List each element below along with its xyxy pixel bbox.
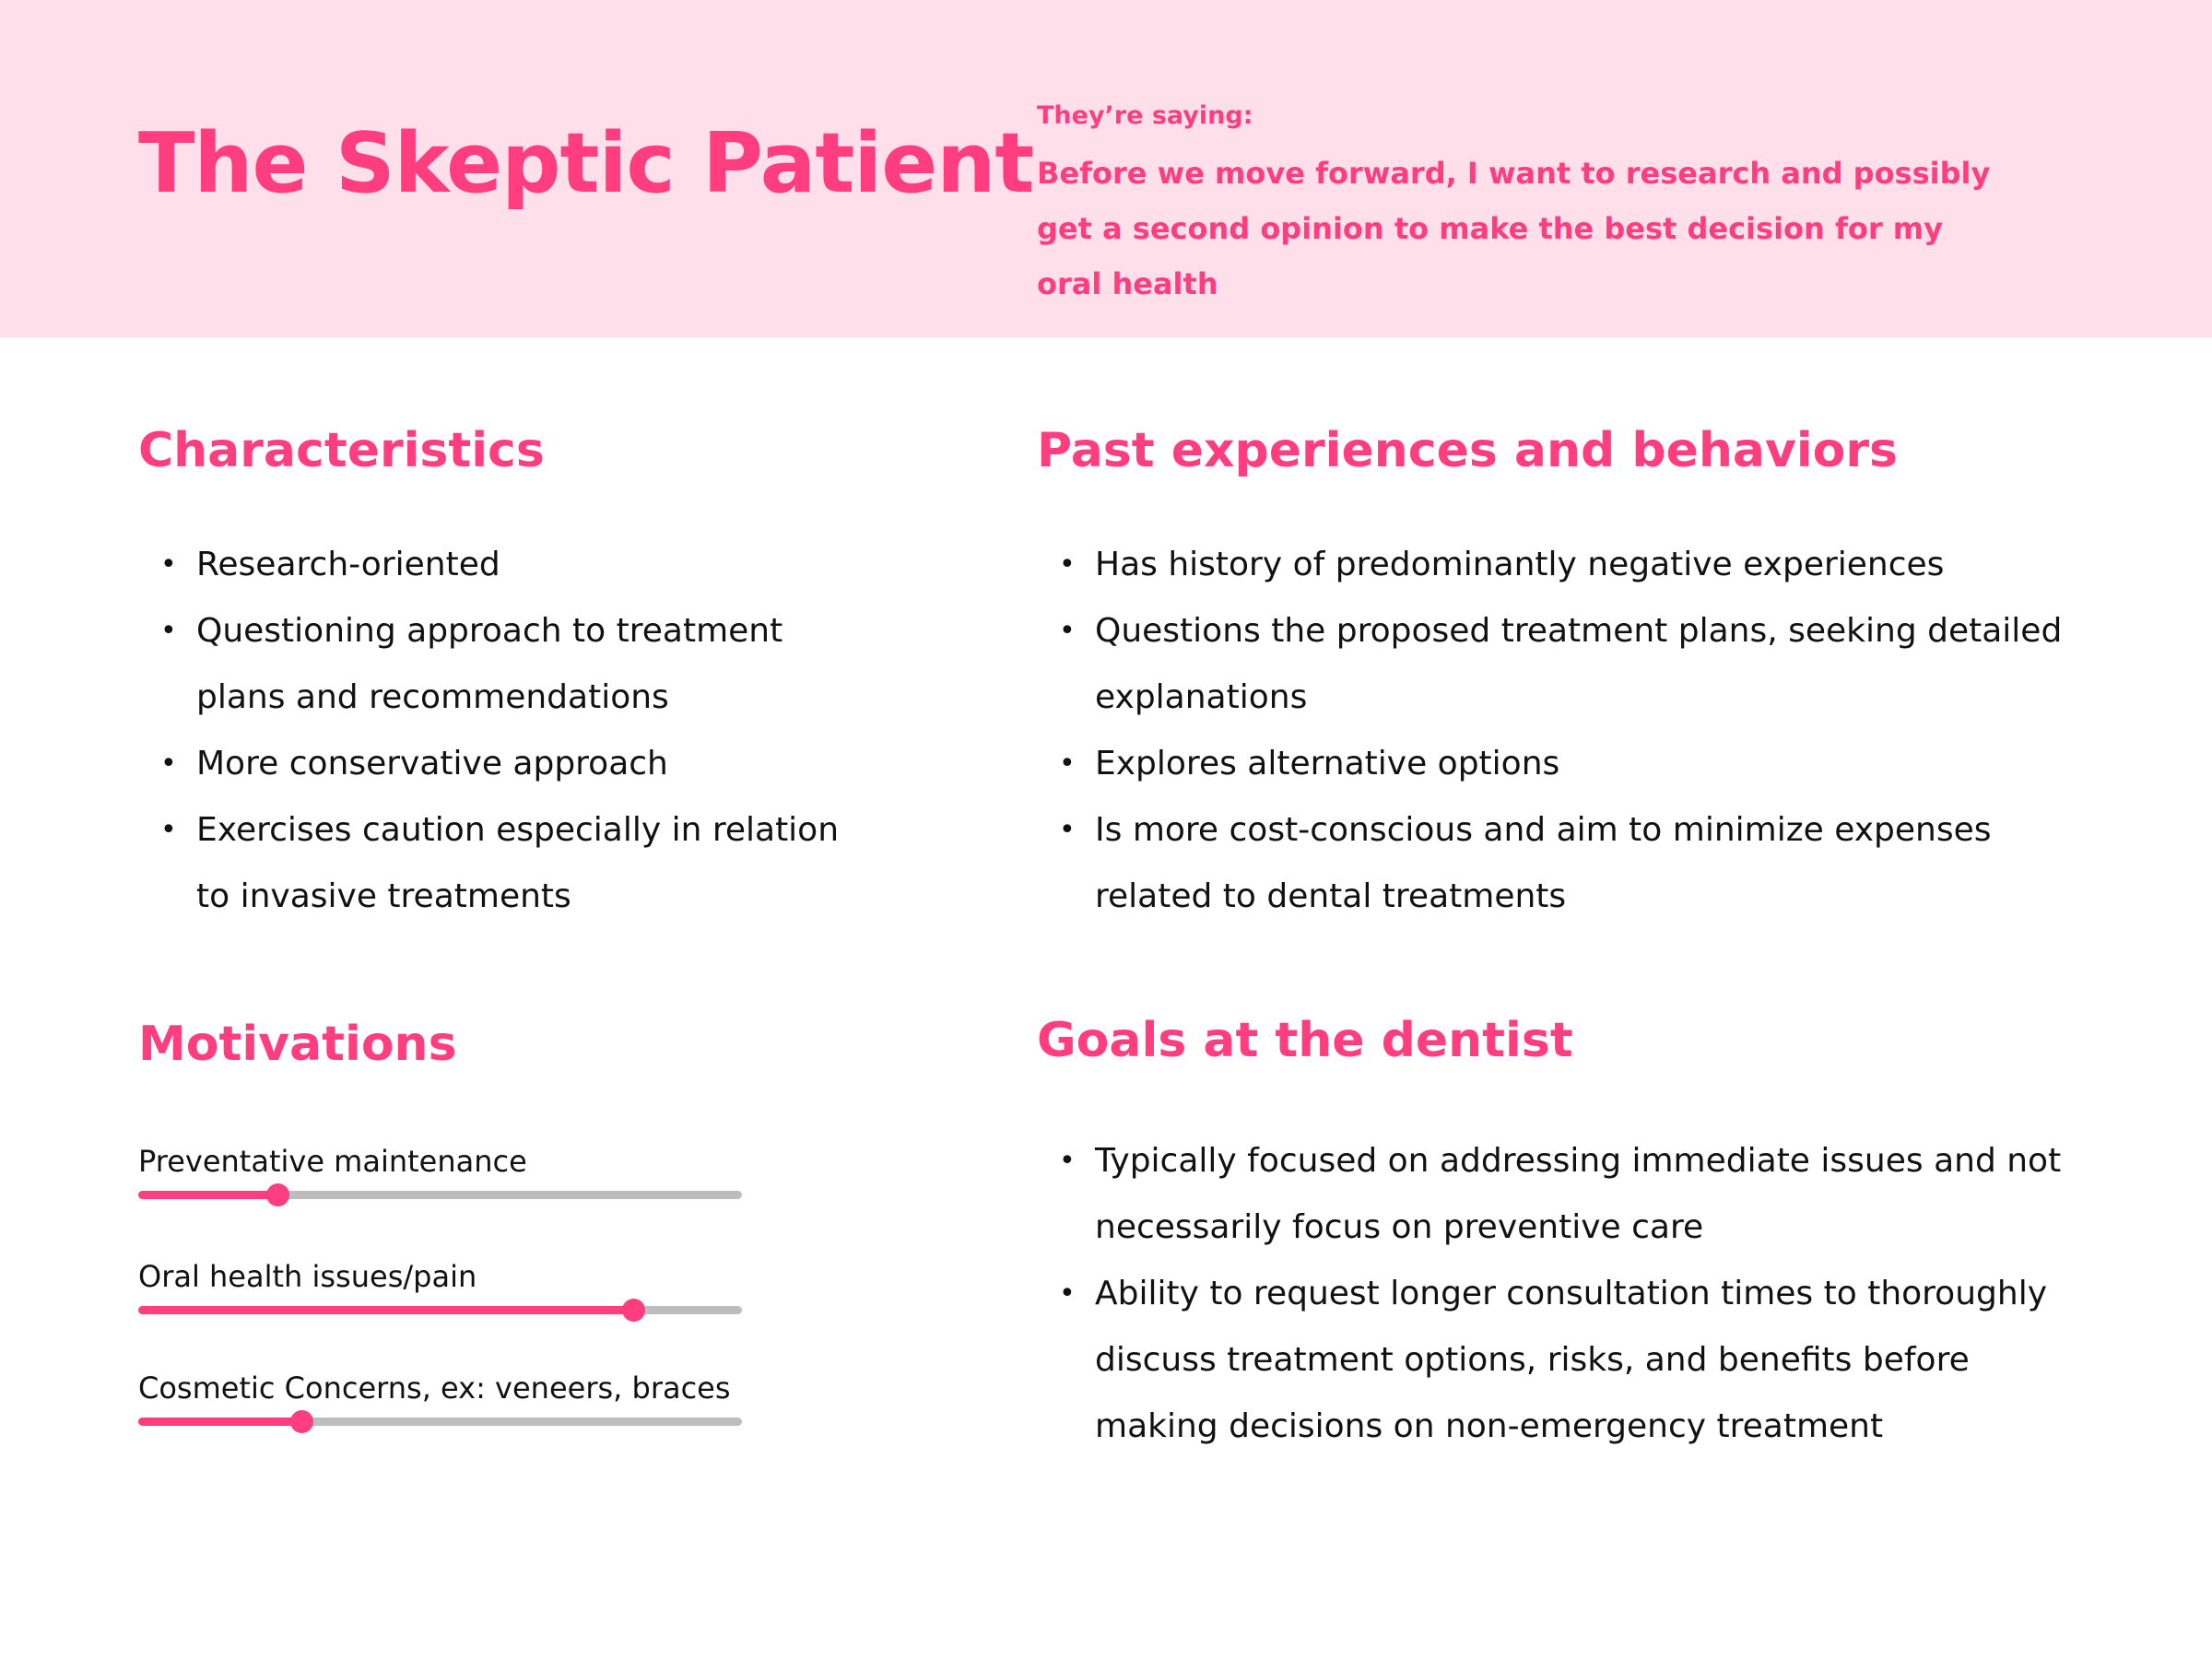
page-title: The Skeptic Patient [138, 115, 1034, 212]
list-item [138, 598, 876, 731]
list-item [138, 731, 876, 797]
bullet-icon: • [1059, 1145, 1076, 1177]
list-item [1037, 532, 2088, 598]
bullet-icon: • [1059, 814, 1076, 846]
slider-track [138, 1418, 742, 1426]
slider-label: Oral health issues/pain [138, 1259, 477, 1294]
bullet-icon: • [160, 747, 177, 780]
motivation-slider-oral-health [138, 1258, 742, 1314]
motivation-slider-preventative [138, 1143, 742, 1199]
goals-heading: Goals at the dentist [1037, 1013, 1573, 1068]
bullet-icon: • [160, 814, 177, 846]
bullet-icon: • [1059, 548, 1076, 581]
bullet-icon: • [160, 548, 177, 581]
header-banner [0, 0, 2212, 337]
bullet-icon: • [1059, 747, 1076, 780]
slider-label: Cosmetic Concerns, ex: veneers, braces [138, 1371, 731, 1406]
list-item-text: Exercises caution especially in relation to invasive treatments [196, 811, 840, 915]
quote-label: They’re saying: [1037, 101, 1253, 130]
slider-fill [138, 1191, 277, 1199]
quote-text: Before we move forward, I want to research and possibly get a second opinion to make the best decision for my oral health [1037, 156, 1991, 301]
motivations-heading: Motivations [138, 1017, 457, 1072]
slider-track [138, 1191, 742, 1199]
slider-thumb [266, 1183, 289, 1206]
goals-list [1037, 1128, 2088, 1460]
list-item [1037, 731, 2088, 797]
list-item-text: Is more cost-conscious and aim to minimize expenses related to dental treatments [1095, 811, 1992, 915]
bullet-icon: • [1059, 1277, 1076, 1310]
bullet-icon: • [160, 615, 177, 647]
bullet-icon: • [1059, 615, 1076, 647]
characteristics-list [138, 532, 876, 930]
list-item [1037, 1128, 2088, 1261]
list-item-text: More conservative approach [196, 745, 668, 782]
list-item-text: Ability to request longer consultation times to thoroughly discuss treatment options, risks, and benefits before making decisions on non-emergency treatment [1095, 1275, 2047, 1445]
past-experiences-list [1037, 532, 2088, 930]
slider-thumb [290, 1410, 313, 1433]
slider-label: Preventative maintenance [138, 1144, 527, 1179]
past-experiences-heading: Past experiences and behaviors [1037, 423, 1898, 478]
slider-thumb [622, 1299, 645, 1322]
characteristics-heading: Characteristics [138, 423, 545, 478]
slider-fill [138, 1306, 633, 1314]
motivation-slider-cosmetic [138, 1370, 742, 1426]
list-item [138, 797, 876, 930]
slider-fill [138, 1418, 301, 1426]
list-item [1037, 797, 2088, 930]
list-item [1037, 598, 2088, 731]
list-item-text: Has history of predominantly negative experiences [1095, 546, 1945, 583]
list-item-text: Explores alternative options [1095, 745, 1560, 782]
list-item [138, 532, 876, 598]
list-item-text: Questioning approach to treatment plans and recommendations [196, 612, 783, 716]
slider-track [138, 1306, 742, 1314]
list-item [1037, 1261, 2088, 1460]
list-item-text: Typically focused on addressing immediate issues and not necessarily focus on preventive care [1095, 1142, 2062, 1246]
list-item-text: Questions the proposed treatment plans, seeking detailed explanations [1095, 612, 2063, 716]
list-item-text: Research-oriented [196, 546, 500, 583]
